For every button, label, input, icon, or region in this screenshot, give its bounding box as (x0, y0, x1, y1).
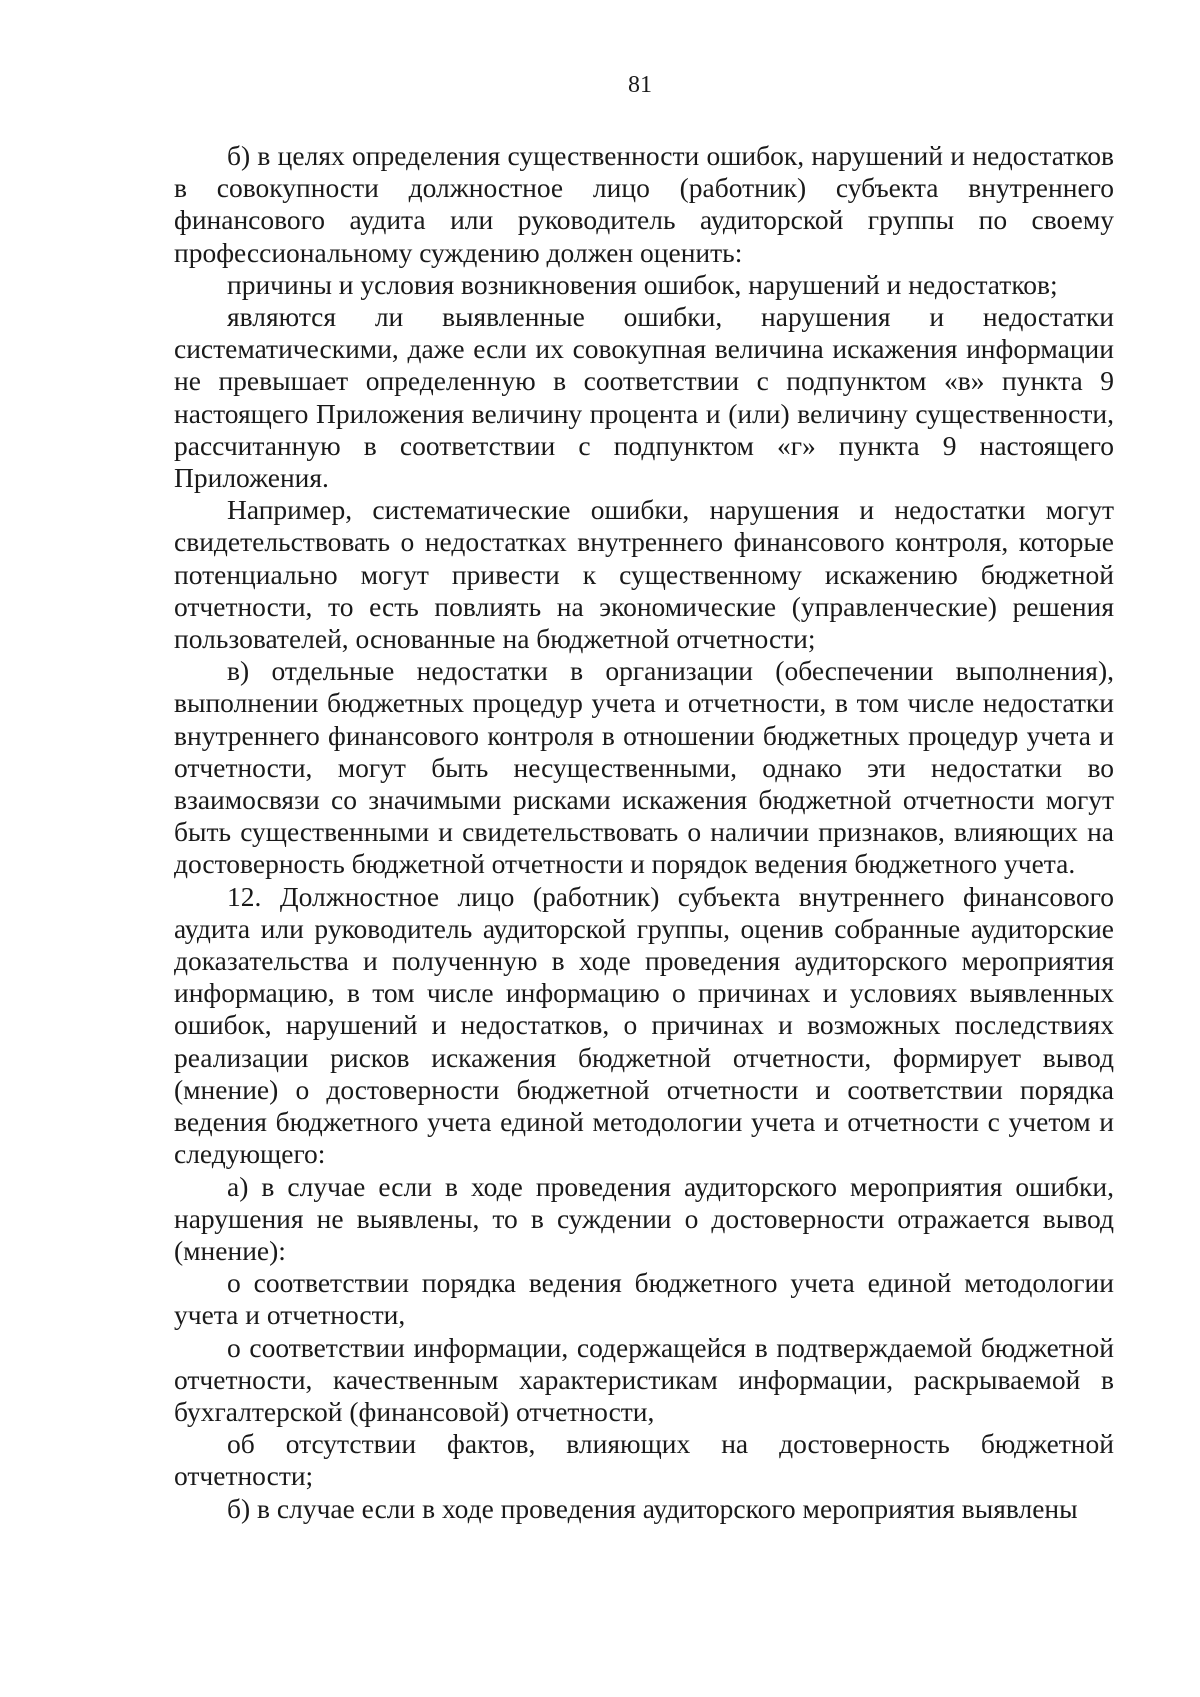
paragraph-absence-of-facts: об отсутствии фактов, влияющих на достоверность бюджетной отчетности; (174, 1428, 1114, 1492)
page-number: 81 (628, 72, 652, 98)
paragraph-b-materiality-assessment: б) в целях определения существенности ошибок, нарушений и недостатков в совокупности должностное лицо (работник) субъекта внутреннего финансового аудита или руководитель аудиторской группы по своему профессиональному суждению должен оценить: (174, 140, 1114, 268)
paragraph-a-no-errors: а) в случае если в ходе проведения аудиторского мероприятия ошибки, нарушения не выявлены, то в суждении о достоверности отражается вывод (мнение): (174, 1170, 1114, 1266)
paragraph-causes-and-conditions: причины и условия возникновения ошибок, нарушений и недостатков; (227, 268, 1058, 300)
paragraph-accounting-compliance: о соответствии порядка ведения бюджетного учета единой методологии учета и отчетности, (174, 1267, 1114, 1331)
paragraph-example: Например, систематические ошибки, нарушения и недостатки могут свидетельствовать о недостатках внутреннего финансового контроля, которые потенциально могут привести к существенному искажению бюджетной отчетности, то есть повлиять на экономические (управленческие) решения пользователей, основанные на бюджетной отчетности; (174, 494, 1114, 655)
paragraph-b-errors-found: б) в случае если в ходе проведения аудиторского мероприятия выявлены (227, 1492, 1078, 1524)
paragraph-12-forming-opinion: 12. Должностное лицо (работник) субъекта внутреннего финансового аудита или руководитель аудиторской группы, оценив собранные аудиторские доказательства и полученную в ходе проведения аудиторского мероприятия информацию, в том числе информацию о причинах и условиях выявленных ошибок, нарушений и недостатков, о причинах и возможных последствиях реализации рисков искажения бюджетной отчетности, формирует вывод (мнение) о достоверности бюджетной отчетности и соответствии порядка ведения бюджетного учета единой методологии учета и отчетности с учетом и следующего: (174, 880, 1114, 1170)
paragraph-information-compliance: о соответствии информации, содержащейся в подтверждаемой бюджетной отчетности, качественным характеристикам информации, раскрываемой в бухгалтерской (финансовой) отчетности, (174, 1331, 1114, 1427)
paragraph-systematic-errors: являются ли выявленные ошибки, нарушения и недостатки систематическими, даже если их совокупная величина искажения информации не превышает определенную в соответствии с подпунктом «в» пункта 9 настоящего Приложения величину процента и (или) величину существенности, рассчитанную в соответствии с подпунктом «г» пункта 9 настоящего Приложения. (174, 301, 1114, 494)
paragraph-v-individual-deficiencies: в) отдельные недостатки в организации (обеспечении выполнения), выполнении бюджетных процедур учета и отчетности, в том числе недостатки внутреннего финансового контроля в отношении бюджетных процедур учета и отчетности, могут быть несущественными, однако эти недостатки во взаимосвязи со значимыми рисками искажения бюджетной отчетности могут быть существенными и свидетельствовать о наличии признаков, влияющих на достоверность бюджетной отчетности и порядок ведения бюджетного учета. (174, 655, 1114, 880)
document-body (174, 140, 1114, 1525)
